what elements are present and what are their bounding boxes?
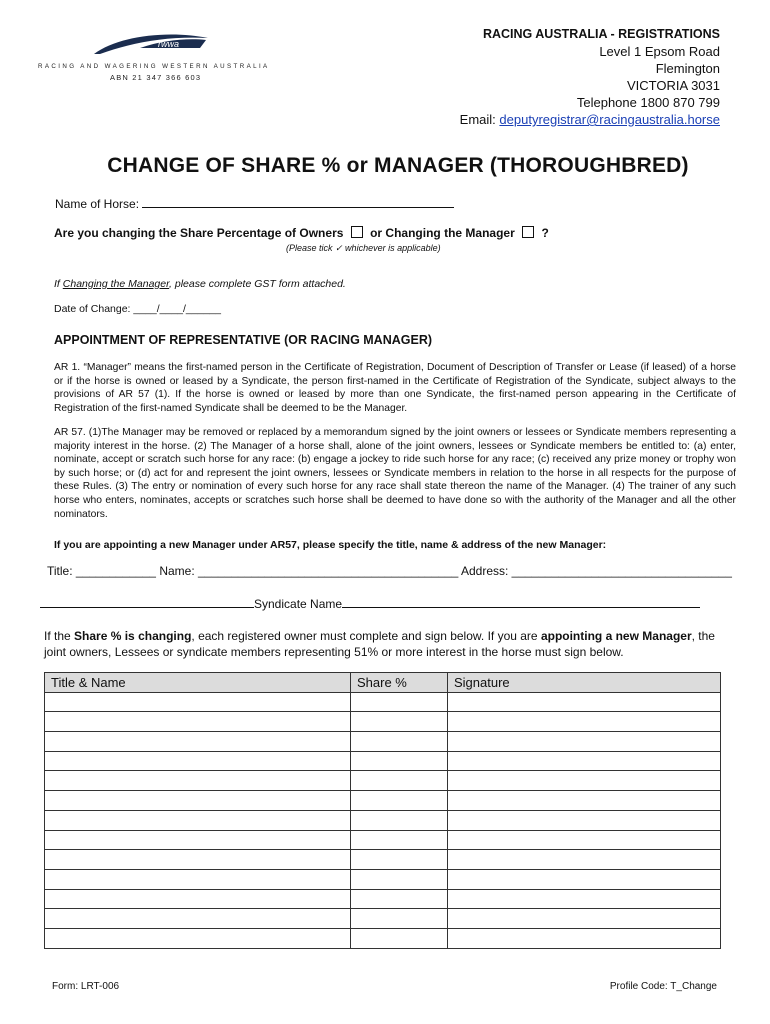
appoint-instruction: If you are appointing a new Manager under AR57, please specify the title, name & address of the new Manager:	[54, 539, 607, 551]
title-name-cell[interactable]	[45, 830, 351, 850]
syndicate-row	[40, 597, 700, 611]
table-row	[45, 791, 721, 811]
header-signature: Signature	[448, 673, 721, 693]
table-body	[45, 692, 721, 948]
share-percentage-checkbox[interactable]	[351, 226, 363, 238]
title-name-cell[interactable]	[45, 692, 351, 712]
instruction-text-2: , each registered owner must complete and sign below. If you are	[191, 629, 541, 643]
syndicate-name-field[interactable]	[342, 607, 700, 608]
header-title-name: Title & Name	[45, 673, 351, 693]
logo-tagline: RACING AND WAGERING WESTERN AUSTRALIA	[38, 63, 270, 70]
table-row	[45, 712, 721, 732]
table-row	[45, 830, 721, 850]
share-cell[interactable]	[351, 889, 448, 909]
signature-cell[interactable]	[448, 850, 721, 870]
question-part3: ?	[541, 226, 549, 240]
owners-signature-table	[44, 672, 721, 949]
question-part2: or Changing the Manager	[370, 226, 515, 240]
share-cell[interactable]	[351, 850, 448, 870]
table-row	[45, 751, 721, 771]
table-row	[45, 771, 721, 791]
address-org: RACING AUSTRALIA - REGISTRATIONS	[482, 27, 720, 41]
signature-cell[interactable]	[448, 869, 721, 889]
title-name-cell[interactable]	[45, 810, 351, 830]
signature-cell[interactable]	[448, 909, 721, 929]
email-link[interactable]: deputyregistrar@racingaustralia.horse	[499, 112, 720, 127]
syndicate-blank-field[interactable]	[40, 607, 254, 608]
question-part1: Are you changing the Share Percentage of Owners	[54, 226, 344, 240]
signature-cell[interactable]	[448, 791, 721, 811]
instruction-bold-manager: appointing a new Manager	[540, 629, 692, 643]
address-line1: Level 1 Epsom Road	[599, 44, 720, 59]
signature-cell[interactable]	[448, 830, 721, 850]
ar57-paragraph: AR 57. (1)The Manager may be removed or replaced by a memorandum signed by the joint owners or lessees or Syndicate members representing a majority interest in the horse. (2) The Manager of a horse shall, alone of the joint owners, lessees or Syndicate members be entitled to: (a) enter, nominate, accept or scratch such horse for any race: (b) engage a jockey to ride such horse for any race; (c) received any prize money or trophy won by such horse; or (d) act for and represent the joint owners, lessees or Syndicate members in relation to the horse in all respects for the purpose of these Rules. (3) The entry or nomination of every such horse for any race shall state thereon the name of the Manager. (4) The trainer of any such horse who enters, nominates, accepts or scratches such horse shall be deemed to have done so with the authority of the Manager and all the other nominators.	[54, 427, 736, 520]
name-of-horse-field[interactable]	[142, 207, 454, 208]
share-cell[interactable]	[351, 771, 448, 791]
share-cell[interactable]	[351, 791, 448, 811]
syndicate-name-label: Syndicate Name	[254, 597, 343, 611]
title-name-cell[interactable]	[45, 928, 351, 948]
share-cell[interactable]	[351, 928, 448, 948]
title-name-cell[interactable]	[45, 889, 351, 909]
footer-form-code: Form: LRT-006	[52, 981, 120, 992]
address-block	[460, 26, 720, 128]
title-name-cell[interactable]	[45, 712, 351, 732]
share-cell[interactable]	[351, 751, 448, 771]
address-phone: Telephone 1800 870 799	[576, 95, 720, 110]
signature-cell[interactable]	[448, 732, 721, 752]
svg-text:rwwa: rwwa	[158, 39, 180, 49]
signature-cell[interactable]	[448, 751, 721, 771]
email-label: Email:	[459, 112, 500, 127]
change-question	[54, 226, 549, 240]
signing-instruction	[44, 628, 734, 660]
share-cell[interactable]	[351, 712, 448, 732]
gst-note	[54, 278, 346, 290]
name-field[interactable]: Name: _______________________________________	[159, 564, 459, 578]
signature-cell[interactable]	[448, 928, 721, 948]
title-name-cell[interactable]	[45, 869, 351, 889]
table-row	[45, 909, 721, 929]
title-name-cell[interactable]	[45, 791, 351, 811]
signature-cell[interactable]	[448, 889, 721, 909]
table-row	[45, 889, 721, 909]
table-row	[45, 869, 721, 889]
ar1-paragraph: AR 1. “Manager” means the first-named person in the Certificate of Registration, Document of Description of Transfer or Lease (if leased) of a horse or if the horse is owned or leased by a Syndicate, the person first-named in the Certificate of Registration of the Syndicate, subject always to the provisions of AR 57 (1). If the horse is owned or leased by more than one Syndicate, the first-named person appearing in the Certificate of Registration of the first-named Syndicate shall be deemed to be the Manager.	[54, 362, 736, 414]
instruction-text-3: , the joint owners, Lessees or syndicate members representing 51% or more interest in the horse must sign below.	[44, 629, 715, 659]
manager-fields-row	[47, 564, 732, 578]
share-cell[interactable]	[351, 692, 448, 712]
title-name-cell[interactable]	[45, 771, 351, 791]
logo-swoosh-icon	[38, 28, 278, 68]
change-manager-checkbox[interactable]	[522, 226, 534, 238]
share-cell[interactable]	[351, 830, 448, 850]
signature-cell[interactable]	[448, 810, 721, 830]
section-heading: APPOINTMENT OF REPRESENTATIVE (OR RACING MANAGER)	[54, 333, 433, 347]
table-row	[45, 928, 721, 948]
address-line3: VICTORIA 3031	[627, 78, 720, 93]
gst-note-suffix: , please complete GST form attached.	[169, 278, 346, 290]
table-row	[45, 732, 721, 752]
title-name-cell[interactable]	[45, 732, 351, 752]
table-header-row	[45, 673, 721, 693]
name-of-horse-label: Name of Horse:	[55, 197, 140, 211]
tick-note: (Please tick ✓ whichever is applicable)	[286, 243, 441, 253]
signature-cell[interactable]	[448, 712, 721, 732]
instruction-text-1: If the	[44, 629, 75, 643]
name-of-horse-row	[55, 197, 454, 211]
gst-note-link: Changing the Manager	[62, 278, 170, 290]
address-email-row	[460, 111, 720, 128]
address-field[interactable]: Address: _________________________________	[460, 564, 732, 578]
header-share: Share %	[351, 673, 448, 693]
table-row	[45, 692, 721, 712]
gst-note-prefix: If	[54, 278, 63, 290]
logo-abn: ABN 21 347 366 603	[110, 73, 202, 82]
share-cell[interactable]	[351, 732, 448, 752]
share-cell[interactable]	[351, 909, 448, 929]
instruction-bold-share: Share % is changing	[74, 629, 192, 643]
title-name-cell[interactable]	[45, 850, 351, 870]
table-row	[45, 850, 721, 870]
footer-profile-code: Profile Code: T_Change	[609, 981, 717, 992]
title-name-cell[interactable]	[45, 751, 351, 771]
title-field[interactable]: Title: ____________	[47, 564, 156, 578]
signature-cell[interactable]	[448, 771, 721, 791]
table-row	[45, 810, 721, 830]
date-of-change[interactable]: Date of Change: ____/____/______	[54, 303, 221, 315]
signature-cell[interactable]	[448, 692, 721, 712]
address-line2: Flemington	[655, 61, 720, 76]
title-name-cell[interactable]	[45, 909, 351, 929]
share-cell[interactable]	[351, 869, 448, 889]
form-title: CHANGE OF SHARE % or MANAGER (THOROUGHBRED)	[107, 154, 689, 177]
share-cell[interactable]	[351, 810, 448, 830]
